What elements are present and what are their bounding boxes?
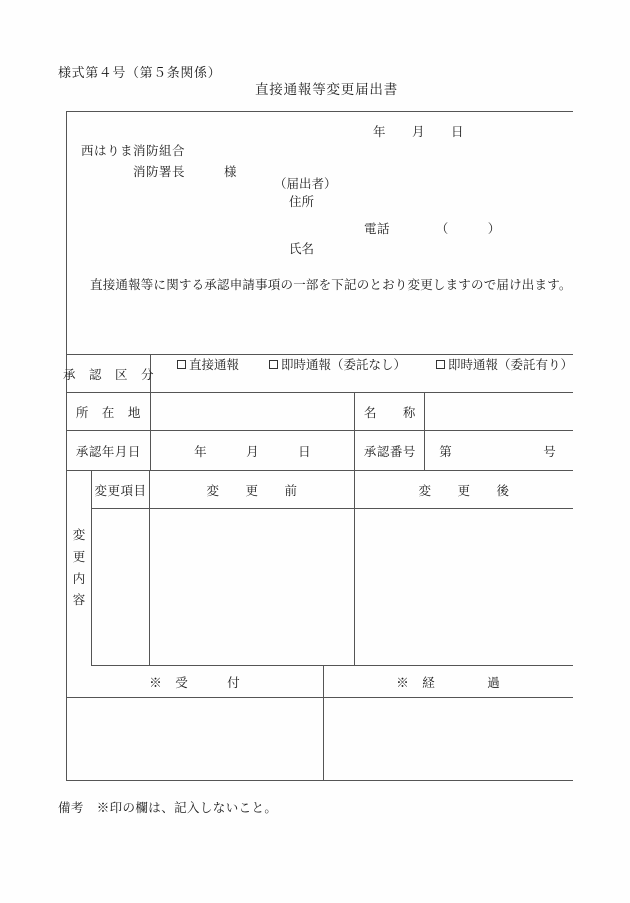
change-after-header: 変 更 後 — [418, 483, 510, 498]
document-title: 直接通報等変更届出書 — [255, 82, 398, 97]
address-field-label: 所 在 地 — [67, 393, 151, 430]
approval-info-row — [67, 431, 573, 471]
salutation-row — [67, 112, 573, 355]
change-before-value[interactable] — [150, 509, 355, 665]
receipt-value[interactable] — [67, 698, 324, 780]
change-content-vertical-label — [67, 471, 92, 666]
date-line: 年 月 日 — [372, 125, 464, 139]
receipt-body-row — [67, 698, 573, 781]
change-before-header: 変 更 前 — [150, 471, 355, 508]
vertical-char: 更 — [72, 549, 86, 564]
change-content-section — [67, 471, 573, 666]
organization-name: 西はりま消防組合 — [81, 144, 186, 158]
checkbox-icon[interactable] — [177, 360, 186, 369]
checkbox-option-direct[interactable] — [177, 355, 239, 373]
checkbox-option-instant-no-contract[interactable] — [269, 355, 406, 373]
location-row — [67, 393, 573, 431]
vertical-char: 内 — [72, 571, 86, 586]
chief-line: 消防署長 様 — [133, 165, 238, 179]
change-header-row — [92, 471, 573, 509]
name-field-label: 名 称 — [355, 393, 425, 430]
checkbox-icon[interactable] — [436, 360, 445, 369]
vertical-char: 容 — [72, 593, 86, 608]
receipt-label: ※ 受 付 — [67, 666, 324, 697]
address-field-value[interactable] — [151, 393, 356, 430]
form-table — [63, 111, 574, 781]
receipt-header-row — [67, 666, 573, 698]
progress-value[interactable] — [324, 698, 574, 780]
approval-options-cell — [151, 355, 573, 392]
option-label: 即時通報（委託有り） — [448, 358, 574, 372]
vertical-char: 変 — [72, 527, 86, 542]
approval-number-value[interactable]: 第 号 — [439, 444, 557, 459]
footer-note: 備考 ※印の欄は、記入しないこと。 — [58, 801, 278, 815]
telephone-line: 電話 （ ） — [364, 222, 501, 236]
change-after-value[interactable] — [355, 509, 573, 665]
approval-classification-label: 承 認 区 分 — [67, 355, 151, 392]
option-label: 即時通報（委託なし） — [281, 358, 407, 372]
name-label: 氏名 — [289, 242, 315, 256]
checkbox-option-instant-with-contract[interactable] — [436, 355, 573, 373]
approval-classification-row — [63, 355, 574, 393]
change-item-value[interactable] — [92, 509, 150, 665]
approval-number-label: 承認番号 — [355, 431, 425, 470]
approval-date-value[interactable]: 年 月 日 — [151, 431, 356, 470]
progress-label: ※ 経 過 — [396, 675, 501, 690]
change-item-header: 変更項目 — [92, 471, 150, 508]
address-label: 住所 — [289, 195, 315, 209]
form-number: 様式第４号（第５条関係） — [58, 65, 222, 80]
change-body-row — [92, 509, 573, 666]
name-field-value[interactable] — [425, 393, 573, 430]
approval-date-label: 承認年月日 — [67, 431, 151, 470]
applicant-label: （届出者） — [274, 177, 337, 191]
salutation-cell — [67, 112, 572, 354]
statement-text: 直接通報等に関する承認申請事項の一部を下記のとおり変更しますので届け出ます。 — [90, 278, 572, 292]
option-label: 直接通報 — [189, 358, 240, 372]
checkbox-icon[interactable] — [269, 360, 278, 369]
